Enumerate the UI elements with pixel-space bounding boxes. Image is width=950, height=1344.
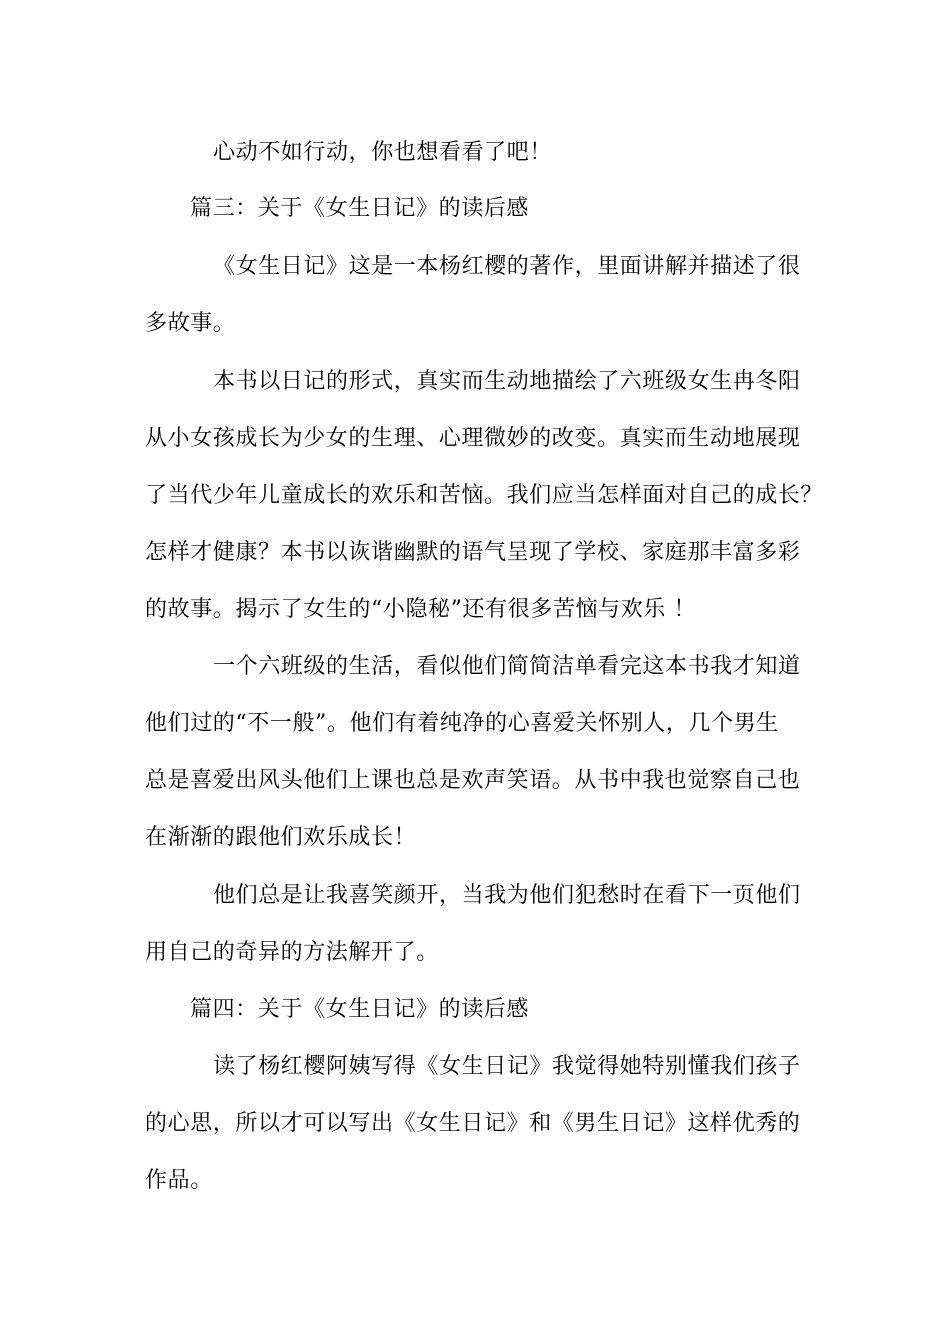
paragraph-line: 作品。 xyxy=(145,1168,213,1193)
paragraph-line: 从小女孩成长为少女的生理、心理微妙的改变。真实而生动地展现 xyxy=(145,426,801,451)
paragraph-line: 本书以日记的形式，真实而生动地描绘了六班级女生冉冬阳 xyxy=(213,369,801,394)
paragraph-line: 的故事。揭示了女生的“小隐秘”还有很多苦恼与欢乐 ！ xyxy=(145,597,697,622)
paragraph-line: 他们总是让我喜笑颜开，当我为他们犯愁时在看下一页他们 xyxy=(213,883,801,908)
paragraph-line: 心动不如行动，你也想看看了吧！ xyxy=(213,140,553,165)
paragraph-line: 他们过的“不一般”。他们有着纯净的心喜爱关怀别人，几个男生 xyxy=(145,711,779,736)
paragraph-line: 用自己的奇异的方法解开了。 xyxy=(145,940,439,965)
paragraph-line: 总是喜爱出风头他们上课也总是欢声笑语。从书中我也觉察自己也 xyxy=(145,768,801,793)
section-heading: 篇四：关于《女生日记》的读后感 xyxy=(190,997,530,1022)
paragraph-line: 读了杨红樱阿姨写得《女生日记》我觉得她特别懂我们孩子 xyxy=(213,1054,801,1079)
paragraph-line: 的心思，所以才可以写出《女生日记》和《男生日记》这样优秀的 xyxy=(145,1111,801,1136)
paragraph-line: 怎样才健康？本书以诙谐幽默的语气呈现了学校、家庭那丰富多彩 xyxy=(145,540,801,565)
section-heading: 篇三：关于《女生日记》的读后感 xyxy=(190,196,530,221)
paragraph-line: 在渐渐的跟他们欢乐成长！ xyxy=(145,825,417,850)
paragraph-line: 了当代少年儿童成长的欢乐和苦恼。我们应当怎样面对自己的成长？ xyxy=(145,483,824,508)
paragraph-line: 《女生日记》这是一本杨红樱的著作，里面讲解并描述了很 xyxy=(213,254,801,279)
paragraph-line: 一个六班级的生活，看似他们简简洁单看完这本书我才知道 xyxy=(213,654,801,679)
paragraph-line: 多故事。 xyxy=(145,311,236,336)
